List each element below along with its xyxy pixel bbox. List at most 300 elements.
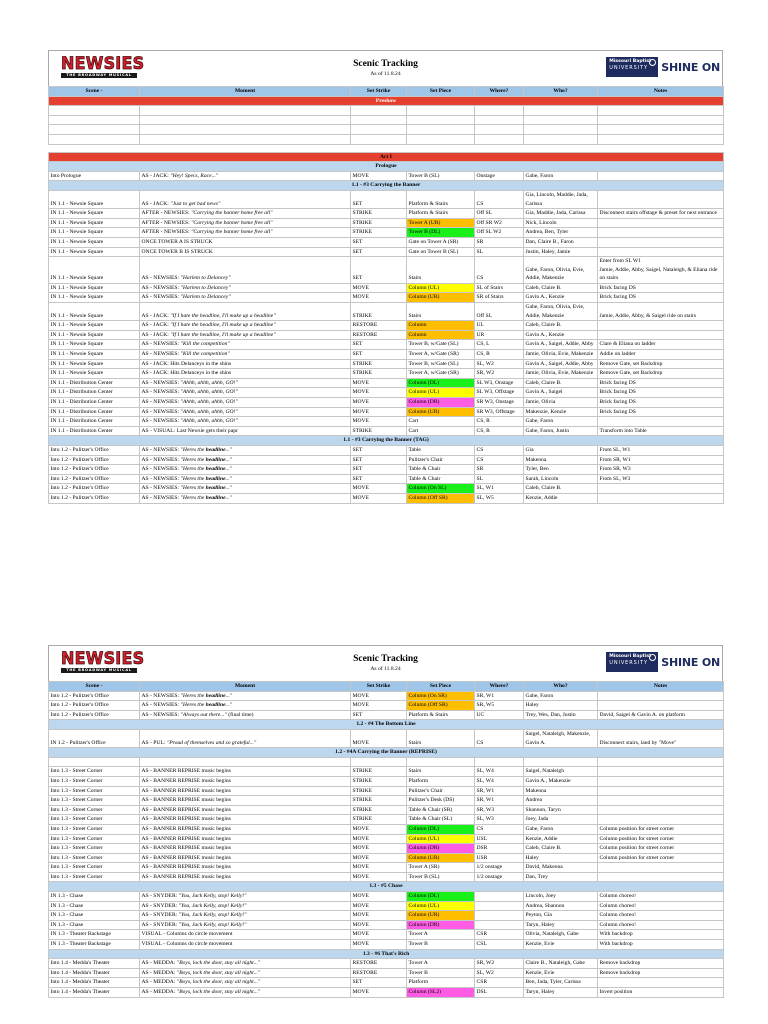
cell-who: Taryn, Haley — [524, 920, 598, 930]
cell-set-strike: MOVE — [351, 863, 407, 873]
cell-notes: Column position for street corner — [598, 844, 724, 854]
cell-scene: Into 1.4 - Medda's Theater — [49, 978, 140, 988]
cell-scene: Into 1.3 - Street Corner — [49, 872, 140, 882]
cell-moment — [140, 330, 351, 340]
table-row — [49, 209, 724, 219]
cell-set-piece: Stairs — [407, 767, 475, 777]
table-row — [49, 417, 724, 427]
cell-notes: From SR, W3 — [598, 465, 724, 475]
cell-scene: Into 1.3 - Street Corner — [49, 844, 140, 854]
cell-who: Jamie, Olivia — [524, 398, 598, 408]
cell-who: Makenna — [524, 786, 598, 796]
moment-text: (final time) — [226, 711, 254, 718]
column-header-where: Where? — [475, 87, 524, 97]
cell-where: Onstage — [475, 171, 524, 181]
cell-set-piece: Column (UR) — [407, 853, 475, 863]
cell-set-strike: SET — [351, 190, 407, 208]
cell-who: Gia, Maddie, Jada, Carissa — [524, 209, 598, 219]
cell-notes — [598, 786, 724, 796]
section-title: 1.1 - #3 Carrying the Banner (TAG) — [49, 436, 724, 446]
cell-who: Gavin A., Saigel, Addie, Abby — [524, 340, 598, 350]
cell-where: CS — [475, 445, 524, 455]
cell-set-strike: MOVE — [351, 834, 407, 844]
blank-cell — [49, 134, 140, 144]
cell-scene: Into 1.3 - Street Corner — [49, 824, 140, 834]
blank-cell — [49, 125, 140, 135]
cell-who: Andrea — [524, 796, 598, 806]
cell-moment — [140, 901, 351, 911]
cell-notes: From SL, W1 — [598, 445, 724, 455]
doc-title: Scenic Tracking — [353, 59, 418, 69]
cell-where: CS, R — [475, 350, 524, 360]
cell-notes: Addie on ladder — [598, 350, 724, 360]
mbu-university: UNIVERSITY — [609, 660, 648, 666]
cell-set-piece: Gate on Tower A (SR) — [407, 237, 475, 247]
moment-text: "Heres the — [180, 456, 206, 463]
cell-notes: Brick facing DS — [598, 283, 724, 293]
cell-notes: Brick facing DS — [598, 398, 724, 408]
cell-set-strike: MOVE — [351, 691, 407, 701]
moment-text: AS - JACK: — [141, 200, 171, 207]
cell-notes — [598, 493, 724, 503]
moment-text: AS - NEWSIES: — [141, 379, 181, 386]
table-row — [49, 190, 724, 208]
cell-notes: Transform into Table — [598, 426, 724, 436]
column-header-moment: Moment — [140, 87, 351, 97]
cell-moment: AS - BANNER REPRISE music begins — [140, 767, 351, 777]
blank-cell — [140, 757, 351, 767]
blank-cell — [140, 115, 351, 125]
cell-notes: From SR, W1 — [598, 455, 724, 465]
cell-moment: ONCE TOWER B IS STRUCK — [140, 247, 351, 257]
cell-where: CS, L — [475, 340, 524, 350]
cell-set-strike: MOVE — [351, 417, 407, 427]
cell-who: Kenzie, Addie — [524, 493, 598, 503]
cell-set-strike: MOVE — [351, 911, 407, 921]
cell-notes — [598, 228, 724, 238]
column-header-set-piece: Set Piece — [407, 87, 475, 97]
table-row — [49, 776, 724, 786]
table-body — [49, 682, 724, 998]
cell-who: Gabe, Faron — [524, 171, 598, 181]
cell-set-strike: MOVE — [351, 484, 407, 494]
cell-moment: AS - BANNER REPRISE music begins — [140, 824, 351, 834]
cell-where: SR, W3 — [475, 805, 524, 815]
cell-scene: Into 1.2 - Pulitzer's Office — [49, 493, 140, 503]
cell-set-piece: Table & Chair — [407, 465, 475, 475]
cell-scene: IN 1.1 - Distribution Center — [49, 407, 140, 417]
cell-notes: Brick facing DS — [598, 293, 724, 303]
cell-who: Justin, Haley, Jamie — [524, 247, 598, 257]
blank-cell — [475, 125, 524, 135]
blank-cell — [524, 115, 598, 125]
cell-notes: David, Saigel & Gavin A. on platform — [598, 710, 724, 720]
cell-who: Jamie, Olivia, Evie, Makenzie — [524, 350, 598, 360]
cell-scene: IN 1.2 - Pulitzer's Office — [49, 729, 140, 747]
cell-notes — [598, 484, 724, 494]
cell-moment — [140, 710, 351, 720]
table-row — [49, 398, 724, 408]
cell-where: SL W3, Offstage — [475, 388, 524, 398]
moment-text: "Proud of themselves and so grateful..." — [166, 739, 257, 746]
cell-moment: AS - BANNER REPRISE music begins — [140, 853, 351, 863]
blank-cell — [351, 125, 407, 135]
cell-moment — [140, 228, 351, 238]
blank-cell — [351, 106, 407, 116]
cell-moment — [140, 988, 351, 998]
cell-scene: Into 1.2 - Pulitzer's Office — [49, 710, 140, 720]
cell-set-strike: STRIKE — [351, 218, 407, 228]
cell-set-piece: Table & Chair (SR) — [407, 805, 475, 815]
section-title: 1.1 - #3 Carrying the Banner — [49, 181, 724, 191]
column-header-where: Where? — [475, 682, 524, 692]
cell-set-strike: SET — [351, 465, 407, 475]
cell-where: CSR — [475, 978, 524, 988]
cell-where: UC — [475, 710, 524, 720]
cell-where: SR, W2 — [475, 369, 524, 379]
table-row — [49, 988, 724, 998]
moment-text: ..." — [225, 456, 233, 463]
cell-moment: AS - BANNER REPRISE music begins — [140, 863, 351, 873]
blank-cell — [524, 757, 598, 767]
cell-who: Kenzie, Evie — [524, 968, 598, 978]
blank-cell — [407, 115, 475, 125]
cell-set-strike: RESTORE — [351, 330, 407, 340]
cell-who: Lincoln, Joey — [524, 892, 598, 902]
moment-text: ..." — [225, 446, 233, 453]
cell-notes — [598, 247, 724, 257]
cell-scene: Into 1.3 - Street Corner — [49, 853, 140, 863]
cell-set-piece: Platform — [407, 776, 475, 786]
cell-notes: Remove backdrop — [598, 959, 724, 969]
moment-text: headline — [205, 466, 226, 473]
cell-set-strike: MOVE — [351, 892, 407, 902]
cell-moment: AS - BANNER REPRISE music begins — [140, 776, 351, 786]
cell-scene: Into 1.2 - Pulitzer's Office — [49, 445, 140, 455]
blank-cell — [49, 757, 140, 767]
cell-where: DSL — [475, 988, 524, 998]
moment-text: "Heres the — [180, 692, 206, 699]
cell-where: SL, W4 — [475, 776, 524, 786]
column-header-set-strike: Set Strike — [351, 87, 407, 97]
moment-text: AS - NEWSIES: — [141, 389, 181, 396]
table-row — [49, 293, 724, 303]
moment-text: ..." — [225, 692, 233, 699]
cell-notes — [598, 978, 724, 988]
cell-where: USL — [475, 834, 524, 844]
cell-set-piece: Column — [407, 321, 475, 331]
moment-text: AS - NEWSIES: — [141, 475, 181, 482]
newsies-subtitle: THE BROADWAY MUSICAL — [61, 73, 137, 78]
cell-who: Dan, Trey — [524, 872, 598, 882]
cell-where: SL — [475, 474, 524, 484]
cell-who: Gavin A., Kenzie — [524, 293, 598, 303]
cell-scene: IN 1.1 - Newsie Square — [49, 237, 140, 247]
blank-cell — [351, 115, 407, 125]
mbu-logo — [606, 652, 720, 672]
cell-set-strike: SET — [351, 237, 407, 247]
table-row — [49, 388, 724, 398]
mbu-name: Missouri Baptist — [609, 654, 652, 659]
act-title: Preshow — [49, 96, 724, 106]
cell-where: SR W3, Offstage — [475, 407, 524, 417]
cell-set-strike: MOVE — [351, 283, 407, 293]
cell-set-strike: RESTORE — [351, 959, 407, 969]
moment-text: AS - NEWSIES: — [141, 418, 181, 425]
blank-cell — [475, 115, 524, 125]
cell-notes: Column choreo! — [598, 920, 724, 930]
cell-where: Off SL — [475, 303, 524, 321]
cell-set-strike: STRIKE — [351, 796, 407, 806]
moment-text: AS - SNYDER: — [141, 893, 179, 900]
cell-set-piece: Column — [407, 330, 475, 340]
cell-set-piece: Column (UR) — [407, 293, 475, 303]
cell-set-strike: STRIKE — [351, 767, 407, 777]
moment-text: "Ahhh, ahhh, ahhh, GO!" — [180, 408, 238, 415]
cell-scene: Into 1.2 - Pulitzer's Office — [49, 701, 140, 711]
column-header-row — [49, 87, 724, 97]
moment-text: AS - PUL: — [141, 739, 167, 746]
cell-who: Saigel, Nataleigh, Makenzie, Gavin A. — [524, 729, 598, 747]
table-row — [49, 892, 724, 902]
cell-scene: IN 1.1 - Newsie Square — [49, 228, 140, 238]
cell-set-strike: MOVE — [351, 844, 407, 854]
table-body — [49, 87, 724, 504]
moment-text: "Heres the — [180, 475, 206, 482]
cell-set-piece: Tower A (SR) — [407, 863, 475, 873]
cell-moment: AS - VISUAL: Last Newsie gets their papr — [140, 426, 351, 436]
table-row — [49, 247, 724, 257]
cell-who: Kenzie, Evie — [524, 940, 598, 950]
blank-cell — [598, 106, 724, 116]
moment-text: ..." — [225, 702, 233, 709]
cell-who: Shannon, Taryn — [524, 805, 598, 815]
cell-set-piece: Stairs — [407, 729, 475, 747]
cell-who: Caleb, Claire B. — [524, 844, 598, 854]
cell-scene: Into 1.2 - Pulitzer's Office — [49, 484, 140, 494]
cell-set-piece: Column (DR) — [407, 920, 475, 930]
moment-text: "If I hate the headline, I'll make up a headline" — [170, 331, 276, 338]
cell-notes: Disconnect stairs, land by "Move" — [598, 729, 724, 747]
blank-cell — [407, 125, 475, 135]
blank-row — [49, 106, 724, 116]
cell-who: Tyler, Ben — [524, 465, 598, 475]
cell-who: Haley — [524, 701, 598, 711]
cell-scene: IN 1.1 - Newsie Square — [49, 190, 140, 208]
cell-notes: Disconnect stairs offstage & preset for next entrance — [598, 209, 724, 219]
cell-moment — [140, 303, 351, 321]
section-title: 1.2 - #4A Carrying the Banner (REPRISE) — [49, 748, 724, 758]
column-header-scene: Scene - — [49, 87, 140, 97]
cell-set-strike: STRIKE — [351, 815, 407, 825]
cell-where: SR, W1 — [475, 786, 524, 796]
moment-text: AS - NEWSIES: — [141, 284, 181, 291]
moment-text: headline — [205, 702, 226, 709]
table-row — [49, 493, 724, 503]
as-of-date: As of 11.8.24 — [370, 666, 401, 672]
moment-text: AS - NEWSIES: — [141, 692, 181, 699]
mbu-badge — [606, 652, 658, 672]
cell-notes — [598, 796, 724, 806]
cell-where — [475, 911, 524, 921]
moment-text: "Hey! Specs, Race..." — [170, 172, 219, 179]
cell-set-piece: Pulitzer's Desk (DS) — [407, 796, 475, 806]
table-row — [49, 484, 724, 494]
cell-who: Kenzie, Addie — [524, 834, 598, 844]
moment-text: "Always out there..." — [180, 711, 227, 718]
mbu-university: UNIVERSITY — [609, 65, 648, 71]
table-row — [49, 369, 724, 379]
blank-cell — [524, 125, 598, 135]
cell-set-piece: Cart — [407, 426, 475, 436]
cell-who: Gabe, Faron — [524, 824, 598, 834]
moment-text: "Just to get bad news" — [170, 200, 221, 207]
moment-text: "Boys, lock the door, stay all night..." — [176, 960, 261, 967]
cell-scene: IN 1.1 - Distribution Center — [49, 388, 140, 398]
table-row — [49, 257, 724, 284]
cell-notes: Column position for street corner — [598, 824, 724, 834]
cell-moment: AS - BANNER REPRISE music begins — [140, 805, 351, 815]
section-row — [49, 882, 724, 892]
cell-notes — [598, 321, 724, 331]
cell-where: DSR — [475, 844, 524, 854]
moment-text: "Ahhh, ahhh, ahhh, GO!" — [180, 379, 238, 386]
cell-moment — [140, 465, 351, 475]
cell-set-strike: MOVE — [351, 853, 407, 863]
cell-who: Gavin A., Kenzie — [524, 330, 598, 340]
cell-notes: Clare & Eliana on ladder — [598, 340, 724, 350]
cell-where: CS — [475, 455, 524, 465]
cell-moment — [140, 417, 351, 427]
cell-notes — [598, 863, 724, 873]
cell-set-piece: Column (DL) — [407, 892, 475, 902]
moment-text: AS - SNYDER: — [141, 921, 179, 928]
cell-moment — [140, 691, 351, 701]
blank-cell — [407, 134, 475, 144]
moment-text: headline — [205, 692, 226, 699]
cell-scene: IN 1.1 - Newsie Square — [49, 330, 140, 340]
cell-notes: Remove Gate, set Backdrop — [598, 369, 724, 379]
cell-moment — [140, 968, 351, 978]
table-row — [49, 863, 724, 873]
cell-set-piece: Column (SL2) — [407, 988, 475, 998]
spacer-cell — [49, 144, 724, 152]
cell-where: CS — [475, 824, 524, 834]
cell-moment — [140, 171, 351, 181]
cell-scene: IN 1.3 - Chase — [49, 920, 140, 930]
cell-moment — [140, 293, 351, 303]
cell-moment — [140, 445, 351, 455]
cell-notes: Brick facing DS — [598, 378, 724, 388]
cell-notes — [598, 190, 724, 208]
table-row — [49, 691, 724, 701]
cell-moment — [140, 218, 351, 228]
cell-set-strike: STRIKE — [351, 228, 407, 238]
blank-cell — [598, 134, 724, 144]
cell-scene: Into 1.4 - Medda's Theater — [49, 959, 140, 969]
cell-set-piece: Tower B, w/Gate (SL) — [407, 359, 475, 369]
cell-set-piece: Column (On SL) — [407, 484, 475, 494]
table-row — [49, 815, 724, 825]
cell-moment: AS - JACK: Hits Delanceys in the shins — [140, 359, 351, 369]
moment-text: "Carrying the banner home free all" — [191, 229, 273, 236]
cell-moment: AS - JACK: Hits Delanceys in the shins — [140, 369, 351, 379]
moment-text: AS - NEWSIES: — [141, 711, 181, 718]
cell-scene: Into 1.3 - Street Corner — [49, 805, 140, 815]
table-row — [49, 710, 724, 720]
cell-where: UL — [475, 321, 524, 331]
cell-scene: Into 1.2 - Pulitzer's Office — [49, 465, 140, 475]
table-row — [49, 474, 724, 484]
cell-where: 1/2 onstage — [475, 872, 524, 882]
cell-moment — [140, 455, 351, 465]
moment-text: ..." — [225, 466, 233, 473]
cell-who: Caleb, Claire B. — [524, 484, 598, 494]
moment-text: "Heres the — [180, 702, 206, 709]
cell-scene: Into 1.2 - Pulitzer's Office — [49, 455, 140, 465]
mbu-name: Missouri Baptist — [609, 59, 652, 64]
cell-set-strike: STRIKE — [351, 369, 407, 379]
cell-where: SR of Stairs — [475, 293, 524, 303]
cell-set-strike: SET — [351, 455, 407, 465]
moment-text: AS - NEWSIES: — [141, 294, 181, 301]
moment-text: AFTER - NEWSIES: — [141, 219, 192, 226]
section-title: 1.3 - #6 That's Rich — [49, 949, 724, 959]
cell-set-piece: Platform & Stairs — [407, 190, 475, 208]
table-row — [49, 968, 724, 978]
blank-cell — [598, 757, 724, 767]
table-row — [49, 455, 724, 465]
newsies-wordmark: NEWSIES — [61, 52, 145, 74]
cell-scene: Into 1.3 - Street Corner — [49, 796, 140, 806]
cell-moment — [140, 978, 351, 988]
moment-text: AS - NEWSIES: — [141, 494, 181, 501]
cell-who: Dan, Claire B., Faron — [524, 237, 598, 247]
table-row — [49, 340, 724, 350]
moment-text: "Carrying the banner home free all" — [191, 219, 273, 226]
cell-scene: IN 1.1 - Newsie Square — [49, 340, 140, 350]
cell-scene: IN 1.3 - Chase — [49, 911, 140, 921]
cell-notes — [598, 218, 724, 228]
column-header-set-piece: Set Piece — [407, 682, 475, 692]
moment-text: "Harlem to Delancey" — [180, 275, 231, 282]
cell-who: Gabe, Faron, Olivia, Evie, Addie, Makenzie — [524, 257, 598, 284]
cell-set-strike: MOVE — [351, 901, 407, 911]
moment-text: "Boys, lock the door, stay all night..." — [176, 979, 261, 986]
cell-moment — [140, 911, 351, 921]
cell-set-strike: STRIKE — [351, 426, 407, 436]
cell-set-strike: SET — [351, 257, 407, 284]
cell-set-piece: Column (DR) — [407, 844, 475, 854]
cell-set-strike: MOVE — [351, 988, 407, 998]
cell-scene: Into 1.2 - Pulitzer's Office — [49, 474, 140, 484]
cell-set-piece: Tower B, w/Gate (SL) — [407, 340, 475, 350]
cell-who: Makenzie, Kenzie — [524, 407, 598, 417]
cell-set-piece: Tower B (DL) — [407, 228, 475, 238]
cell-who: Haley — [524, 853, 598, 863]
moment-text: AS - NEWSIES: — [141, 275, 181, 282]
cell-set-piece: Column (UL) — [407, 901, 475, 911]
cell-who: Caleb, Claire B. — [524, 378, 598, 388]
cell-set-piece: Table & Chair (SL) — [407, 815, 475, 825]
cell-who: Gabe, Faron, Justin — [524, 426, 598, 436]
cell-set-piece: Pulitzer's Chair — [407, 455, 475, 465]
mbu-badge — [606, 57, 658, 77]
cell-where: SR — [475, 237, 524, 247]
cell-moment: ONCE TOWER A IS STRUCK — [140, 237, 351, 247]
cell-scene: IN 1.1 - Newsie Square — [49, 359, 140, 369]
spacer-row — [49, 144, 724, 152]
